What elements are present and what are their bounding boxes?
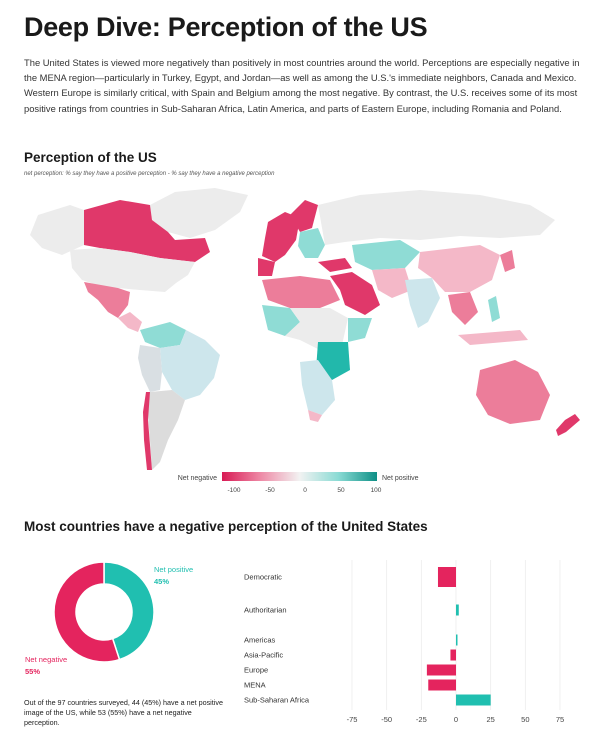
bar-category-label: Democratic [244, 572, 282, 582]
map-peru [138, 345, 162, 392]
legend-left-label: Net negative [177, 475, 217, 482]
bar-chart [244, 560, 564, 724]
legend-right-label: Net positive [382, 475, 419, 482]
map-japan [500, 250, 515, 272]
bar-category-label: Authoritarian [244, 605, 287, 615]
map-mena [330, 272, 380, 315]
donut-positive-value: 45% [154, 577, 170, 586]
intro-paragraph: The United States is viewed more negatively than positively in most countries around the world. Perceptions are especially negative in the MENA region—particularly in Turkey, Egypt, and Jordan—as well as among the U.S.'s immediate neighbors, Canada and Mexico. Western Europe is similarly critical, with Spain and Belgium among the most negative. By contrast, the U.S. receives some of its most positive ratings from countries in Sub-Saharan Africa, Latin America, and parts of Eastern Europe, including Romania and Poland. [24, 57, 580, 114]
donut-negative-value: 55% [25, 667, 41, 676]
legend-tick: -50 [265, 487, 275, 494]
map-legend [178, 472, 419, 494]
map-india [405, 278, 440, 328]
legend-gradient-bar [222, 472, 377, 481]
donut-positive-label: Net positive [154, 565, 194, 574]
bar-category-label: Americas [244, 635, 276, 645]
bar-asia-pacific [450, 650, 456, 661]
map-argentina [148, 390, 185, 470]
bar-category-label: Europe [244, 665, 269, 675]
map-alaska [30, 205, 84, 255]
bar-authoritarian [456, 605, 459, 616]
legend-tick: -100 [227, 487, 241, 494]
bar-category-label: Sub-Saharan Africa [244, 695, 310, 705]
legend-tick: 50 [337, 487, 345, 494]
map-new-zealand [556, 414, 580, 436]
map-north-africa [262, 276, 340, 308]
legend-tick: 0 [303, 487, 307, 494]
map-heading: Perception of the US [24, 150, 157, 165]
bar-mena [428, 680, 456, 691]
map-russia [318, 190, 555, 245]
map-central-asia [352, 240, 420, 270]
world-map [30, 188, 580, 470]
map-eastern-europe [298, 228, 325, 258]
bar-sub-saharan-africa [456, 695, 491, 706]
map-turkey [318, 258, 352, 272]
donut-chart [54, 562, 154, 662]
bar-x-tick: -25 [415, 715, 427, 724]
page-title: Deep Dive: Perception of the US [24, 12, 428, 42]
bar-americas [456, 635, 458, 646]
summary-footnote: Out of the 97 countries surveyed, 44 (45%) have a net positive image of the US, while 53 (55%) have a net negative perception. [24, 698, 223, 727]
bar-x-tick: 75 [555, 715, 565, 724]
map-south-america-north [140, 322, 186, 348]
bar-category-label: Asia-Pacific [244, 650, 284, 660]
bar-category-label: MENA [244, 680, 266, 690]
bar-x-tick: -50 [381, 715, 393, 724]
map-se-asia [448, 292, 478, 325]
map-subnote: net perception: % say they have a positive perception - % say they have a negative perception [24, 171, 275, 177]
donut-negative-label: Net negative [25, 655, 68, 664]
bar-democratic [438, 567, 456, 587]
map-australia [476, 360, 550, 424]
map-indonesia [458, 330, 528, 345]
summary-heading: Most countries have a negative perception of the United States [24, 519, 428, 534]
legend-tick: 100 [370, 487, 382, 494]
bar-x-tick: 25 [486, 715, 495, 724]
map-horn-africa [348, 318, 372, 342]
bar-x-tick: 0 [453, 715, 459, 724]
map-philippines [488, 296, 500, 322]
bar-europe [427, 665, 456, 676]
bar-x-tick: -75 [346, 715, 358, 724]
map-central-america [118, 312, 142, 332]
bar-x-tick: 50 [521, 715, 530, 724]
